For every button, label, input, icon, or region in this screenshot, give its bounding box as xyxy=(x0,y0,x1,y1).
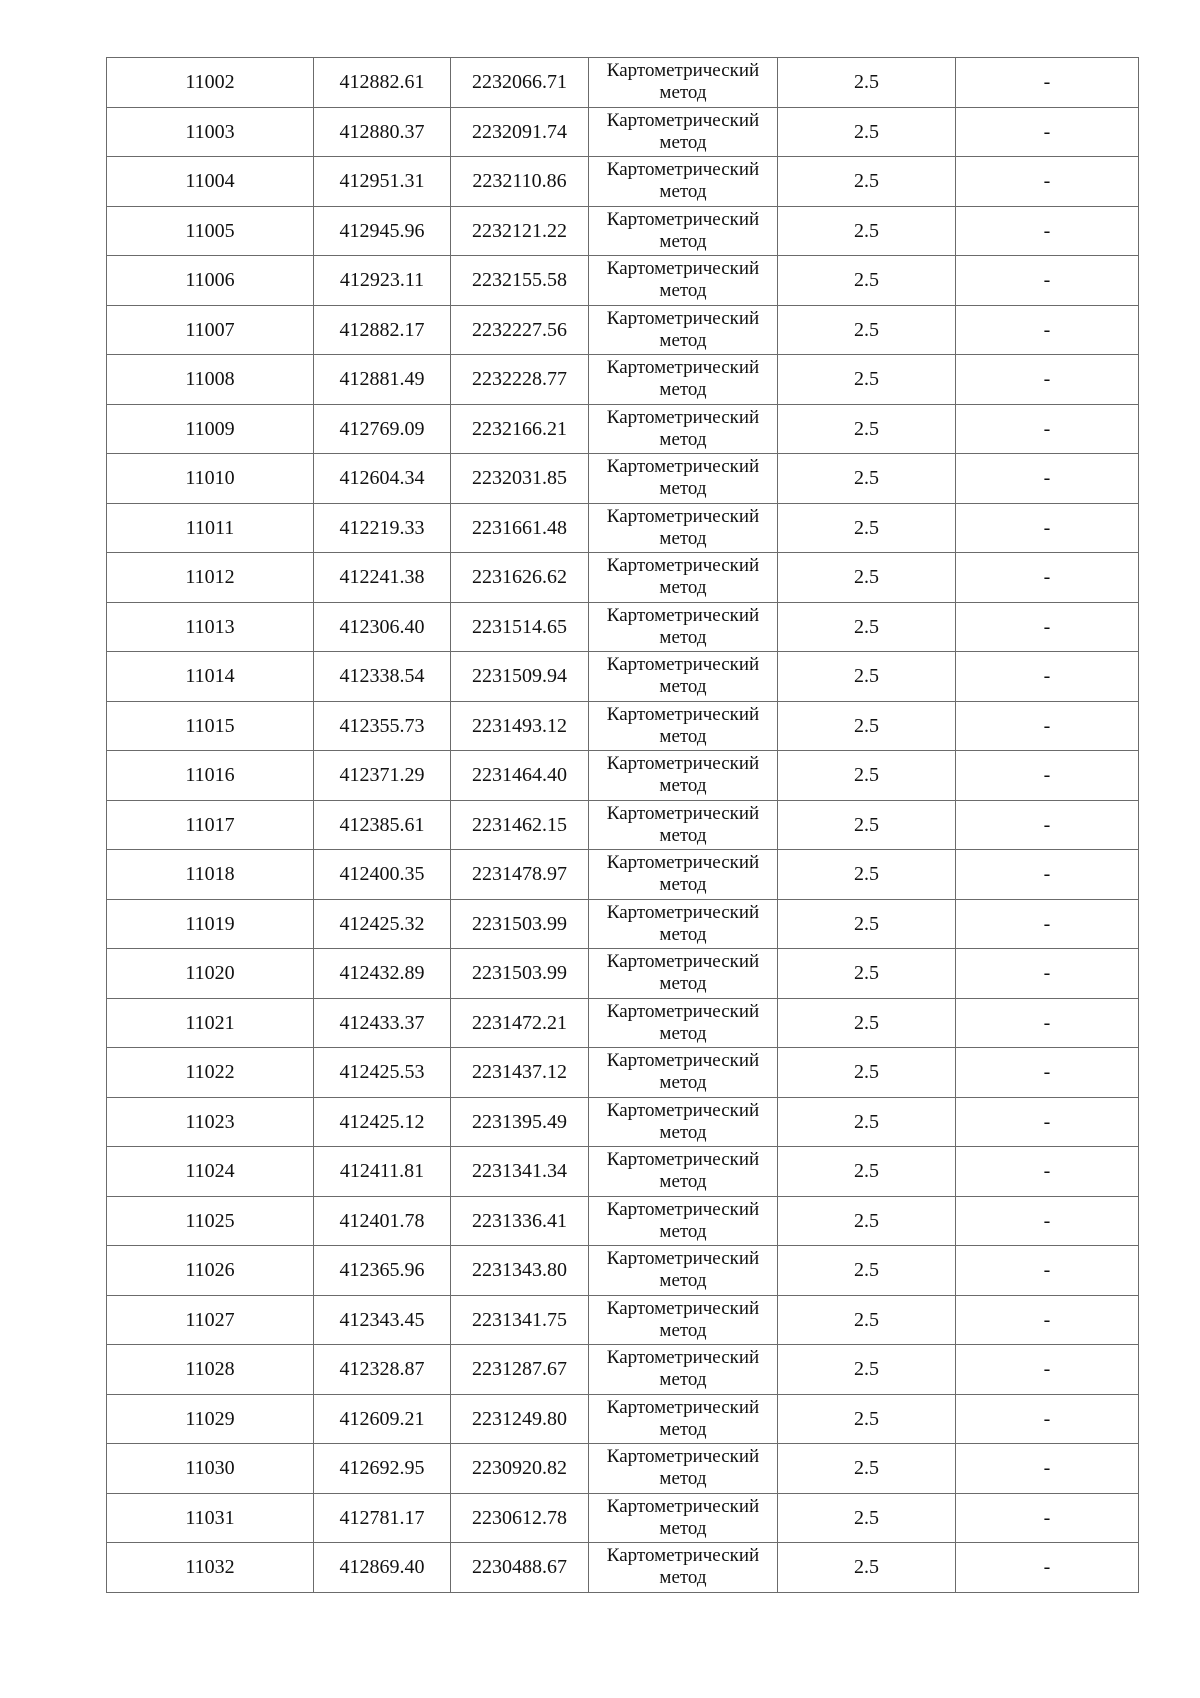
accuracy-cell: 2.5 xyxy=(778,553,956,603)
point-cell: 11003 xyxy=(107,107,314,157)
method-line-2: метод xyxy=(659,428,707,450)
accuracy-cell: 2.5 xyxy=(778,256,956,306)
accuracy-cell: 2.5 xyxy=(778,1246,956,1296)
point-cell: 11017 xyxy=(107,800,314,850)
note-cell: - xyxy=(956,850,1139,900)
method-line-2: метод xyxy=(659,1517,707,1539)
method-line-1: Картометрический xyxy=(606,406,760,428)
accuracy-cell: 2.5 xyxy=(778,503,956,553)
method-line-2: метод xyxy=(659,1220,707,1242)
coordinates-table-body xyxy=(107,58,1139,1593)
method-line-2: метод xyxy=(659,131,707,153)
accuracy-cell: 2.5 xyxy=(778,949,956,999)
x-cell: 412425.53 xyxy=(314,1048,451,1098)
method-line-2: метод xyxy=(659,626,707,648)
y-cell: 2232228.77 xyxy=(451,355,589,405)
method-line-2: метод xyxy=(659,1022,707,1044)
method-line-2: метод xyxy=(659,329,707,351)
y-cell: 2230612.78 xyxy=(451,1493,589,1543)
method-cell xyxy=(589,602,778,652)
accuracy-cell: 2.5 xyxy=(778,899,956,949)
y-cell: 2231464.40 xyxy=(451,751,589,801)
x-cell: 412365.96 xyxy=(314,1246,451,1296)
accuracy-cell: 2.5 xyxy=(778,206,956,256)
method-line-1: Картометрический xyxy=(606,208,760,230)
point-cell: 11030 xyxy=(107,1444,314,1494)
x-cell: 412433.37 xyxy=(314,998,451,1048)
y-cell: 2232227.56 xyxy=(451,305,589,355)
note-cell: - xyxy=(956,1196,1139,1246)
table-row xyxy=(107,404,1139,454)
method-line-2: метод xyxy=(659,775,707,797)
x-cell: 412951.31 xyxy=(314,157,451,207)
table-row xyxy=(107,1246,1139,1296)
accuracy-cell: 2.5 xyxy=(778,107,956,157)
x-cell: 412869.40 xyxy=(314,1543,451,1593)
x-cell: 412692.95 xyxy=(314,1444,451,1494)
y-cell: 2232091.74 xyxy=(451,107,589,157)
point-cell: 11025 xyxy=(107,1196,314,1246)
y-cell: 2231493.12 xyxy=(451,701,589,751)
method-line-1: Картометрический xyxy=(606,703,760,725)
x-cell: 412219.33 xyxy=(314,503,451,553)
y-cell: 2231478.97 xyxy=(451,850,589,900)
x-cell: 412400.35 xyxy=(314,850,451,900)
table-row xyxy=(107,751,1139,801)
method-line-1: Картометрический xyxy=(606,852,760,874)
table-row xyxy=(107,1048,1139,1098)
point-cell: 11026 xyxy=(107,1246,314,1296)
note-cell: - xyxy=(956,1543,1139,1593)
y-cell: 2230920.82 xyxy=(451,1444,589,1494)
point-cell: 11015 xyxy=(107,701,314,751)
point-cell: 11022 xyxy=(107,1048,314,1098)
accuracy-cell: 2.5 xyxy=(778,1048,956,1098)
method-line-2: метод xyxy=(659,230,707,252)
method-cell xyxy=(589,949,778,999)
point-cell: 11023 xyxy=(107,1097,314,1147)
point-cell: 11021 xyxy=(107,998,314,1048)
x-cell: 412401.78 xyxy=(314,1196,451,1246)
table-row xyxy=(107,305,1139,355)
method-cell xyxy=(589,58,778,108)
note-cell: - xyxy=(956,58,1139,108)
x-cell: 412781.17 xyxy=(314,1493,451,1543)
note-cell: - xyxy=(956,1147,1139,1197)
method-line-2: метод xyxy=(659,725,707,747)
method-cell xyxy=(589,355,778,405)
method-cell xyxy=(589,1048,778,1098)
method-line-1: Картометрический xyxy=(606,307,760,329)
point-cell: 11032 xyxy=(107,1543,314,1593)
accuracy-cell: 2.5 xyxy=(778,1295,956,1345)
table-row xyxy=(107,1295,1139,1345)
point-cell: 11019 xyxy=(107,899,314,949)
table-row xyxy=(107,206,1139,256)
y-cell: 2231661.48 xyxy=(451,503,589,553)
note-cell: - xyxy=(956,1345,1139,1395)
method-line-1: Картометрический xyxy=(606,505,760,527)
method-line-2: метод xyxy=(659,577,707,599)
x-cell: 412371.29 xyxy=(314,751,451,801)
accuracy-cell: 2.5 xyxy=(778,850,956,900)
accuracy-cell: 2.5 xyxy=(778,404,956,454)
method-line-1: Картометрический xyxy=(606,1000,760,1022)
table-row xyxy=(107,652,1139,702)
y-cell: 2231514.65 xyxy=(451,602,589,652)
y-cell: 2232031.85 xyxy=(451,454,589,504)
method-line-1: Картометрический xyxy=(606,1495,760,1517)
point-cell: 11005 xyxy=(107,206,314,256)
note-cell: - xyxy=(956,404,1139,454)
method-line-2: метод xyxy=(659,1270,707,1292)
table-row xyxy=(107,701,1139,751)
y-cell: 2232110.86 xyxy=(451,157,589,207)
accuracy-cell: 2.5 xyxy=(778,1097,956,1147)
accuracy-cell: 2.5 xyxy=(778,1493,956,1543)
table-row xyxy=(107,157,1139,207)
x-cell: 412306.40 xyxy=(314,602,451,652)
method-line-1: Картометрический xyxy=(606,901,760,923)
note-cell: - xyxy=(956,256,1139,306)
x-cell: 412385.61 xyxy=(314,800,451,850)
method-cell xyxy=(589,1394,778,1444)
y-cell: 2232155.58 xyxy=(451,256,589,306)
method-cell xyxy=(589,800,778,850)
method-line-1: Картометрический xyxy=(606,456,760,478)
method-cell xyxy=(589,157,778,207)
point-cell: 11024 xyxy=(107,1147,314,1197)
point-cell: 11020 xyxy=(107,949,314,999)
method-cell xyxy=(589,652,778,702)
y-cell: 2231395.49 xyxy=(451,1097,589,1147)
point-cell: 11016 xyxy=(107,751,314,801)
y-cell: 2231472.21 xyxy=(451,998,589,1048)
y-cell: 2231287.67 xyxy=(451,1345,589,1395)
point-cell: 11029 xyxy=(107,1394,314,1444)
accuracy-cell: 2.5 xyxy=(778,1543,956,1593)
table-row xyxy=(107,1394,1139,1444)
accuracy-cell: 2.5 xyxy=(778,652,956,702)
y-cell: 2231437.12 xyxy=(451,1048,589,1098)
method-line-2: метод xyxy=(659,478,707,500)
method-cell xyxy=(589,1295,778,1345)
note-cell: - xyxy=(956,454,1139,504)
x-cell: 412923.11 xyxy=(314,256,451,306)
method-line-1: Картометрический xyxy=(606,357,760,379)
method-line-1: Картометрический xyxy=(606,802,760,824)
point-cell: 11008 xyxy=(107,355,314,405)
method-cell xyxy=(589,701,778,751)
table-row xyxy=(107,355,1139,405)
accuracy-cell: 2.5 xyxy=(778,58,956,108)
method-line-2: метод xyxy=(659,1072,707,1094)
x-cell: 412945.96 xyxy=(314,206,451,256)
y-cell: 2231503.99 xyxy=(451,949,589,999)
method-line-1: Картометрический xyxy=(606,951,760,973)
method-line-2: метод xyxy=(659,1567,707,1589)
method-line-2: метод xyxy=(659,824,707,846)
point-cell: 11006 xyxy=(107,256,314,306)
y-cell: 2232166.21 xyxy=(451,404,589,454)
x-cell: 412241.38 xyxy=(314,553,451,603)
accuracy-cell: 2.5 xyxy=(778,701,956,751)
method-line-1: Картометрический xyxy=(606,1099,760,1121)
method-cell xyxy=(589,454,778,504)
table-row xyxy=(107,1097,1139,1147)
point-cell: 11004 xyxy=(107,157,314,207)
point-cell: 11012 xyxy=(107,553,314,603)
table-row xyxy=(107,1147,1139,1197)
method-line-2: метод xyxy=(659,1369,707,1391)
accuracy-cell: 2.5 xyxy=(778,305,956,355)
accuracy-cell: 2.5 xyxy=(778,1394,956,1444)
note-cell: - xyxy=(956,206,1139,256)
method-line-2: метод xyxy=(659,527,707,549)
x-cell: 412355.73 xyxy=(314,701,451,751)
x-cell: 412338.54 xyxy=(314,652,451,702)
note-cell: - xyxy=(956,998,1139,1048)
note-cell: - xyxy=(956,800,1139,850)
point-cell: 11009 xyxy=(107,404,314,454)
method-cell xyxy=(589,850,778,900)
point-cell: 11027 xyxy=(107,1295,314,1345)
y-cell: 2231626.62 xyxy=(451,553,589,603)
method-line-1: Картометрический xyxy=(606,1248,760,1270)
y-cell: 2230488.67 xyxy=(451,1543,589,1593)
table-row xyxy=(107,602,1139,652)
accuracy-cell: 2.5 xyxy=(778,157,956,207)
y-cell: 2231336.41 xyxy=(451,1196,589,1246)
note-cell: - xyxy=(956,652,1139,702)
method-cell xyxy=(589,1543,778,1593)
method-line-1: Картометрический xyxy=(606,1545,760,1567)
method-cell xyxy=(589,899,778,949)
table-row xyxy=(107,503,1139,553)
accuracy-cell: 2.5 xyxy=(778,1345,956,1395)
point-cell: 11018 xyxy=(107,850,314,900)
x-cell: 412609.21 xyxy=(314,1394,451,1444)
method-line-2: метод xyxy=(659,874,707,896)
method-line-2: метод xyxy=(659,280,707,302)
point-cell: 11007 xyxy=(107,305,314,355)
point-cell: 11014 xyxy=(107,652,314,702)
table-row xyxy=(107,899,1139,949)
table-row xyxy=(107,256,1139,306)
method-line-1: Картометрический xyxy=(606,604,760,626)
note-cell: - xyxy=(956,1048,1139,1098)
accuracy-cell: 2.5 xyxy=(778,454,956,504)
method-cell xyxy=(589,503,778,553)
x-cell: 412328.87 xyxy=(314,1345,451,1395)
note-cell: - xyxy=(956,305,1139,355)
method-line-1: Картометрический xyxy=(606,1050,760,1072)
note-cell: - xyxy=(956,949,1139,999)
method-line-1: Картометрический xyxy=(606,60,760,82)
method-cell xyxy=(589,206,778,256)
table-row xyxy=(107,1543,1139,1593)
method-cell xyxy=(589,305,778,355)
point-cell: 11002 xyxy=(107,58,314,108)
table-row xyxy=(107,454,1139,504)
method-line-2: метод xyxy=(659,1468,707,1490)
accuracy-cell: 2.5 xyxy=(778,1196,956,1246)
method-line-2: метод xyxy=(659,1418,707,1440)
method-line-1: Картометрический xyxy=(606,1396,760,1418)
method-cell xyxy=(589,404,778,454)
method-line-1: Картометрический xyxy=(606,109,760,131)
method-line-1: Картометрический xyxy=(606,1347,760,1369)
method-line-2: метод xyxy=(659,379,707,401)
y-cell: 2231509.94 xyxy=(451,652,589,702)
method-cell xyxy=(589,107,778,157)
method-cell xyxy=(589,751,778,801)
x-cell: 412604.34 xyxy=(314,454,451,504)
x-cell: 412411.81 xyxy=(314,1147,451,1197)
x-cell: 412425.32 xyxy=(314,899,451,949)
method-line-1: Картометрический xyxy=(606,1149,760,1171)
note-cell: - xyxy=(956,751,1139,801)
table-row xyxy=(107,998,1139,1048)
table-row xyxy=(107,553,1139,603)
x-cell: 412432.89 xyxy=(314,949,451,999)
y-cell: 2231343.80 xyxy=(451,1246,589,1296)
method-line-2: метод xyxy=(659,973,707,995)
method-cell xyxy=(589,553,778,603)
note-cell: - xyxy=(956,602,1139,652)
note-cell: - xyxy=(956,553,1139,603)
x-cell: 412882.61 xyxy=(314,58,451,108)
method-line-1: Картометрический xyxy=(606,258,760,280)
x-cell: 412881.49 xyxy=(314,355,451,405)
note-cell: - xyxy=(956,701,1139,751)
method-cell xyxy=(589,1345,778,1395)
x-cell: 412343.45 xyxy=(314,1295,451,1345)
method-line-1: Картометрический xyxy=(606,555,760,577)
point-cell: 11028 xyxy=(107,1345,314,1395)
table-row xyxy=(107,1444,1139,1494)
method-cell xyxy=(589,1444,778,1494)
method-cell xyxy=(589,1493,778,1543)
method-cell xyxy=(589,256,778,306)
x-cell: 412880.37 xyxy=(314,107,451,157)
table-row xyxy=(107,1196,1139,1246)
accuracy-cell: 2.5 xyxy=(778,1444,956,1494)
method-line-1: Картометрический xyxy=(606,159,760,181)
table-row xyxy=(107,949,1139,999)
x-cell: 412425.12 xyxy=(314,1097,451,1147)
note-cell: - xyxy=(956,355,1139,405)
method-line-1: Картометрический xyxy=(606,1446,760,1468)
x-cell: 412882.17 xyxy=(314,305,451,355)
y-cell: 2232066.71 xyxy=(451,58,589,108)
y-cell: 2231341.75 xyxy=(451,1295,589,1345)
accuracy-cell: 2.5 xyxy=(778,1147,956,1197)
note-cell: - xyxy=(956,1493,1139,1543)
method-line-1: Картометрический xyxy=(606,1198,760,1220)
accuracy-cell: 2.5 xyxy=(778,998,956,1048)
method-line-2: метод xyxy=(659,82,707,104)
coordinates-table xyxy=(106,57,1139,1593)
y-cell: 2231249.80 xyxy=(451,1394,589,1444)
method-cell xyxy=(589,998,778,1048)
method-cell xyxy=(589,1147,778,1197)
method-line-2: метод xyxy=(659,181,707,203)
point-cell: 11010 xyxy=(107,454,314,504)
method-line-2: метод xyxy=(659,1171,707,1193)
note-cell: - xyxy=(956,503,1139,553)
method-line-1: Картометрический xyxy=(606,654,760,676)
accuracy-cell: 2.5 xyxy=(778,355,956,405)
table-row xyxy=(107,1345,1139,1395)
table-row xyxy=(107,800,1139,850)
note-cell: - xyxy=(956,899,1139,949)
method-line-1: Картометрический xyxy=(606,753,760,775)
method-line-2: метод xyxy=(659,1121,707,1143)
table-row xyxy=(107,107,1139,157)
accuracy-cell: 2.5 xyxy=(778,751,956,801)
method-cell xyxy=(589,1097,778,1147)
point-cell: 11031 xyxy=(107,1493,314,1543)
note-cell: - xyxy=(956,157,1139,207)
accuracy-cell: 2.5 xyxy=(778,602,956,652)
method-line-2: метод xyxy=(659,676,707,698)
note-cell: - xyxy=(956,1246,1139,1296)
table-row xyxy=(107,58,1139,108)
note-cell: - xyxy=(956,1295,1139,1345)
table-row xyxy=(107,1493,1139,1543)
note-cell: - xyxy=(956,1097,1139,1147)
note-cell: - xyxy=(956,1444,1139,1494)
point-cell: 11013 xyxy=(107,602,314,652)
method-cell xyxy=(589,1246,778,1296)
x-cell: 412769.09 xyxy=(314,404,451,454)
point-cell: 11011 xyxy=(107,503,314,553)
method-line-2: метод xyxy=(659,923,707,945)
accuracy-cell: 2.5 xyxy=(778,800,956,850)
method-line-1: Картометрический xyxy=(606,1297,760,1319)
y-cell: 2231341.34 xyxy=(451,1147,589,1197)
method-line-2: метод xyxy=(659,1319,707,1341)
note-cell: - xyxy=(956,1394,1139,1444)
table-row xyxy=(107,850,1139,900)
y-cell: 2231503.99 xyxy=(451,899,589,949)
y-cell: 2231462.15 xyxy=(451,800,589,850)
method-cell xyxy=(589,1196,778,1246)
note-cell: - xyxy=(956,107,1139,157)
y-cell: 2232121.22 xyxy=(451,206,589,256)
